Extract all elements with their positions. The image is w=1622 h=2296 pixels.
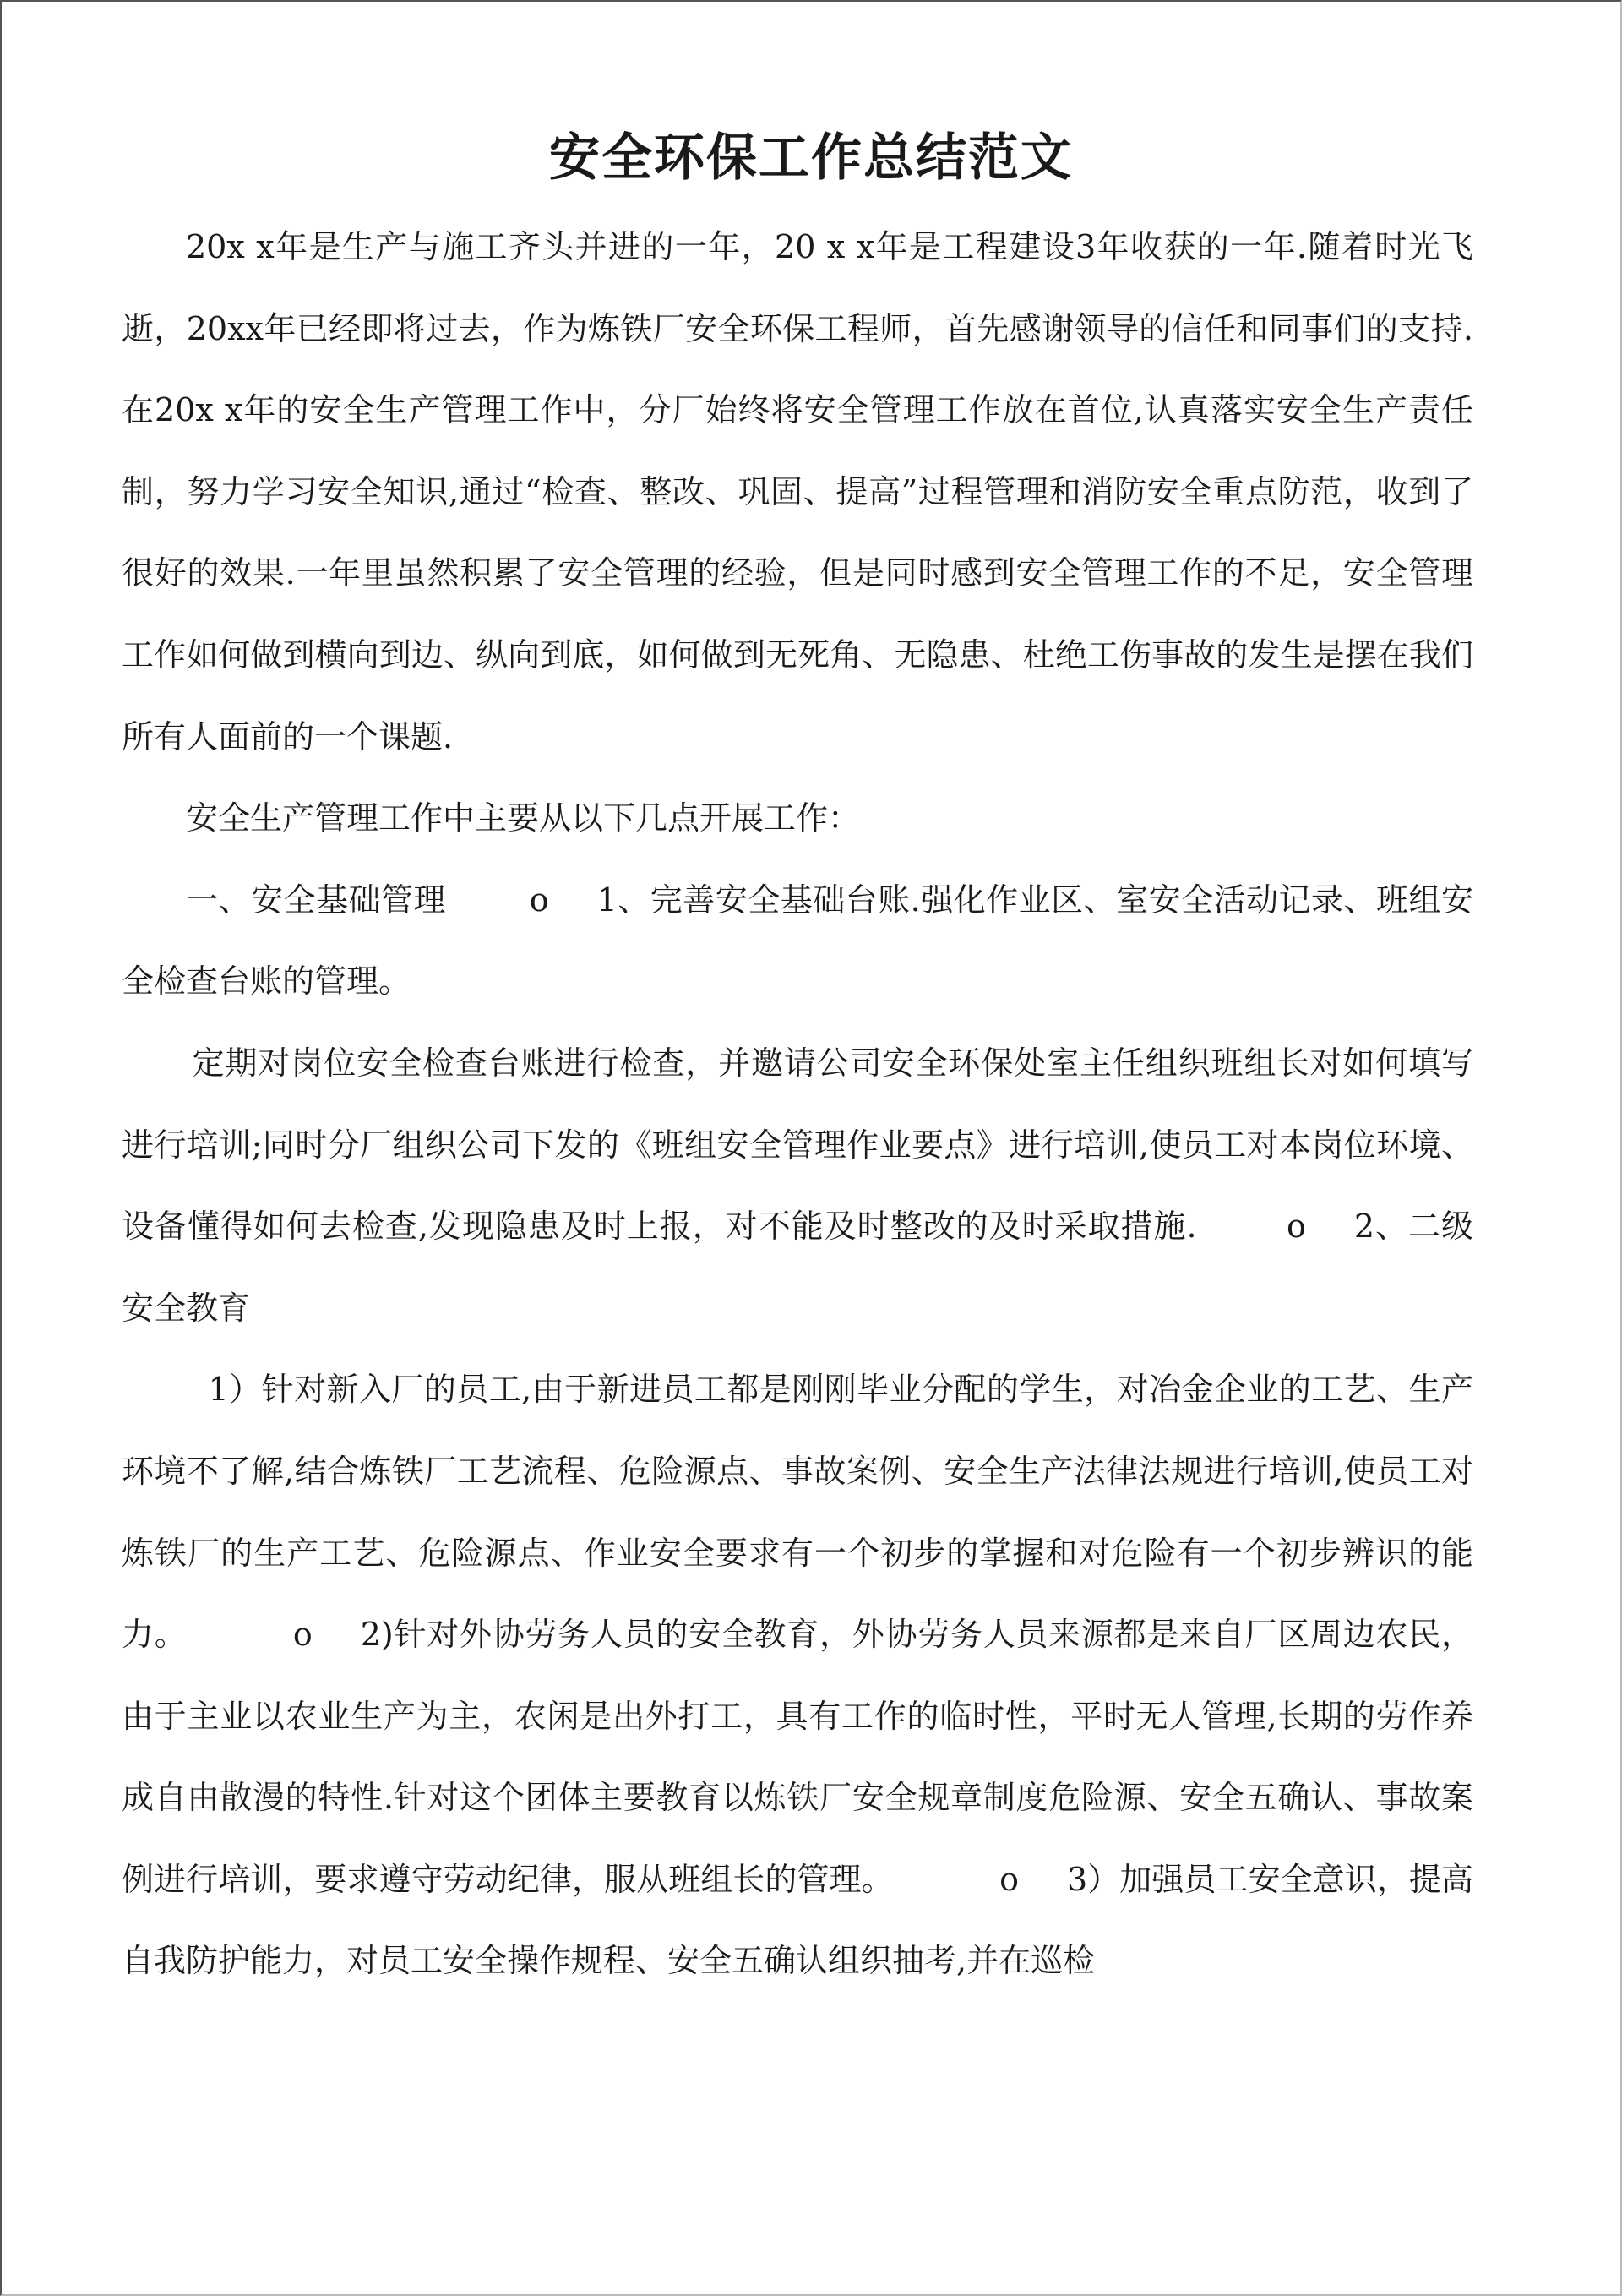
item-text: 2)针对外协劳务人员的安全教育，外协劳务人员来源都是来自厂区周边农民，由于主业以农业生产为主，农闲是出外打工，具有工作的临时性，平时无人管理,长期的劳作养成自由散漫的特性.针对这个团体主要教育以炼铁厂安全规章制度危险源、安全五确认、事故案例进行培训，要求遵守劳动纪律，服从班组长的管理。 <box>122 1616 1473 1898</box>
item-text: 1）针对新入厂的员工,由于新进员工都是刚刚毕业分配的学生，对冶金企业的工艺、生产环境不了解,结合炼铁厂工艺流程、危险源点、事故案例、安全生产法律法规进行培训,使员工对炼铁厂的生产工艺、危险源点、作业安全要求有一个初步的掌握和对危险有一个初步辨识的能力。 <box>122 1371 1473 1654</box>
item-text: 定期对岗位安全检查台账进行检查，并邀请公司安全环保处室主任组织班组长对如何填写进行培训;同时分厂组织公司下发的《班组安全管理作业要点》进行培训,使员工对本岗位环境、设备懂得如何去检查,发现隐患及时上报，对不能及时整改的及时采取措施. <box>122 1044 1473 1246</box>
paragraph-overview: 安全生产管理工作中主要从以下几点开展工作： <box>186 799 861 837</box>
document-body <box>122 206 1473 2002</box>
item-text: 3）加强员工安全意识，提高自我防护能力，对员工安全操作规程、安全五确认组织抽考,并在巡检 <box>122 1860 1473 1980</box>
paragraph-intro: 20x x年是生产与施工齐头并进的一年，20 x x年是工程建设3年收获的一年.随着时光飞逝，20xx年已经即将过去，作为炼铁厂安全环保工程师，首先感谢领导的信任和同事们的支持.在20x x年的安全生产管理工作中，分厂始终将安全管理工作放在首位,认真落实安全生产责任制，努力学习安全知识,通过“检查、整改、巩固、提高”过程管理和消防安全重点防范，收到了很好的效果.一年里虽然积累了安全管理的经验，但是同时感到安全管理工作的不足，安全管理工作如何做到横向到边、纵向到底，如何做到无死角、无隐患、杜绝工伤事故的发生是摆在我们所有人面前的一个课题. <box>122 228 1473 755</box>
item-heading: 2、二级安全教育 <box>122 1208 1473 1327</box>
paragraph-section-1 <box>122 859 1473 1023</box>
section-heading: 一、安全基础管理 <box>186 881 446 919</box>
paragraph-checks <box>122 1023 1473 1349</box>
separator-mark: o <box>999 1860 1019 1898</box>
separator-mark: o <box>529 881 549 919</box>
separator-mark: o <box>1286 1208 1306 1246</box>
paragraph-education <box>122 1349 1473 2002</box>
document-title: 安全环保工作总结范文 <box>549 128 1073 188</box>
separator-mark: o <box>292 1616 313 1654</box>
item-text: 1、完善安全基础台账.强化作业区、室安全活动记录、班组安全检查台账的管理。 <box>122 881 1473 1001</box>
